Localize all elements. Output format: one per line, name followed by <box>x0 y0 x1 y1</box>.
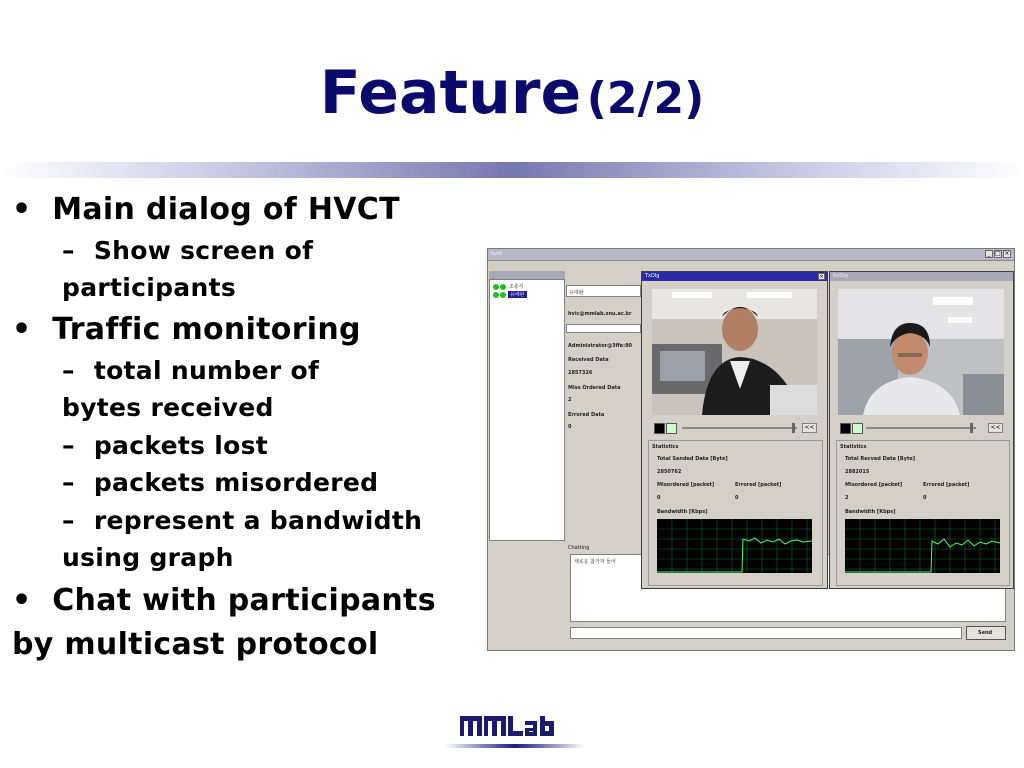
participants-list-header <box>489 271 565 279</box>
tx-dialog <box>641 271 828 589</box>
rx-statistics-label: Statistics <box>840 444 867 450</box>
errored-label: Errored Data <box>568 412 605 418</box>
errored-value: 0 <box>568 424 572 430</box>
slide-title-main: Feature <box>319 58 582 128</box>
participant-item-selected[interactable] <box>493 291 563 299</box>
sub-bullet-packets-lost: – packets lost <box>62 431 269 460</box>
status-online-icon <box>500 292 506 298</box>
admin-label: Administrator@3ffe:80 <box>568 343 633 349</box>
received-value: 2857326 <box>568 370 593 376</box>
window-titlebar <box>488 249 1014 261</box>
name-field[interactable]: 유태완 <box>566 285 641 297</box>
tx-statistics-label: Statistics <box>652 444 679 450</box>
sub-bullet-bandwidth-cont: using graph <box>62 543 234 572</box>
sub-bullet-packets-misordered: – packets misordered <box>62 468 379 497</box>
rx-errored-value: 0 <box>923 495 927 501</box>
rx-statistics-group <box>836 440 1010 586</box>
miss-ordered-value: 2 <box>568 397 572 403</box>
rx-misordered-label: Misordered [packet] <box>845 482 903 488</box>
window-title: hvct <box>491 251 502 257</box>
rx-total-label: Total Recved Data [Byte] <box>845 456 916 462</box>
chat-input[interactable] <box>570 627 962 639</box>
hvct-main-window <box>487 248 1015 651</box>
rx-volume-slider[interactable] <box>866 427 976 429</box>
address-field[interactable] <box>566 324 641 333</box>
rx-rewind-button[interactable]: << <box>988 423 1003 433</box>
rx-misordered-value: 2 <box>845 495 849 501</box>
slide-title <box>0 58 1024 128</box>
participants-list[interactable] <box>489 279 565 541</box>
tx-bandwidth-label: Bandwidth [Kbps] <box>657 509 708 515</box>
bullet-chat-cont: by multicast protocol <box>12 627 379 662</box>
rx-stop-button[interactable] <box>840 423 851 434</box>
tx-volume-slider[interactable] <box>682 427 797 429</box>
rx-bandwidth-graph <box>845 519 1000 573</box>
status-online-icon <box>493 292 499 298</box>
tx-errored-value: 0 <box>735 495 739 501</box>
tx-video-frame <box>652 289 817 415</box>
rx-slider-thumb[interactable] <box>970 423 973 433</box>
dash-icon: – <box>62 431 75 460</box>
sub-bullet-bandwidth: – represent a bandwidth <box>62 506 423 535</box>
dash-icon: – <box>62 356 75 385</box>
mmlab-logo <box>440 708 590 758</box>
participant-name: 조충식 <box>509 284 524 290</box>
rx-dialog <box>829 271 1014 589</box>
close-button[interactable]: × <box>1004 250 1010 257</box>
tx-stop-button[interactable] <box>654 423 665 434</box>
dash-icon: – <box>62 506 75 535</box>
sub-bullet-show-screen: – Show screen of <box>62 236 314 265</box>
sub-bullet-total-bytes: – total number of <box>62 356 320 385</box>
logo-underline <box>445 744 585 748</box>
rx-bandwidth-plot <box>845 519 1000 573</box>
tx-misordered-value: 0 <box>657 495 661 501</box>
bullet-icon: • <box>12 312 32 347</box>
tx-dialog-titlebar <box>642 272 827 281</box>
rx-speaker-icon[interactable] <box>852 423 863 434</box>
rx-video-image <box>838 289 1004 415</box>
bullet-icon: • <box>12 583 32 618</box>
rx-video-frame <box>838 289 1004 415</box>
dash-icon: – <box>62 236 75 265</box>
sub-bullet-show-screen-cont: participants <box>62 273 236 302</box>
rx-bandwidth-label: Bandwidth [Kbps] <box>845 509 896 515</box>
bullet-traffic-monitoring: • Traffic monitoring <box>12 312 361 347</box>
send-button[interactable]: Send <box>966 626 1006 640</box>
tx-rewind-button[interactable]: << <box>802 423 817 433</box>
sub-bullet-total-bytes-cont: bytes received <box>62 393 274 422</box>
tx-dialog-title: TxDlg <box>645 273 660 279</box>
rx-errored-label: Errored [packet] <box>923 482 970 488</box>
status-online-icon <box>493 284 499 290</box>
maximize-button[interactable]: □ <box>995 250 1001 257</box>
tx-total-label: Total Sended Data [Byte] <box>657 456 728 462</box>
tx-errored-label: Errored [packet] <box>735 482 782 488</box>
participant-info-panel <box>566 271 642 441</box>
email-field: hvic@mmlab.snu.ac.kr <box>568 311 632 317</box>
chat-label: Chatting <box>568 545 590 551</box>
rx-dialog-titlebar <box>830 272 1013 281</box>
bullet-icon: • <box>12 192 32 227</box>
mmlab-logo-mark <box>440 708 590 758</box>
tx-misordered-label: Misordered [packet] <box>657 482 715 488</box>
rx-total-value: 2882015 <box>845 469 870 475</box>
menu-bar <box>490 261 562 270</box>
bullet-main-dialog: • Main dialog of HVCT <box>12 192 400 227</box>
slide-title-sub: (2/2) <box>586 73 705 124</box>
tx-slider-thumb[interactable] <box>792 423 795 433</box>
tx-statistics-group <box>648 440 823 586</box>
participant-name: 유태완 <box>510 292 525 298</box>
minimize-button[interactable]: _ <box>985 250 993 258</box>
received-label: Received Data <box>568 357 609 363</box>
dash-icon: – <box>62 468 75 497</box>
chat-message: 새로운 참가자 들어 <box>574 559 616 565</box>
tx-bandwidth-plot <box>657 519 812 573</box>
tx-total-value: 2850762 <box>657 469 682 475</box>
rx-dialog-title: RxDlg <box>833 273 848 279</box>
tx-video-image <box>652 289 817 415</box>
tx-bandwidth-graph <box>657 519 812 573</box>
bullet-chat: • Chat with participants <box>12 583 436 618</box>
miss-ordered-label: Miss Ordered Data <box>568 385 621 391</box>
participant-item[interactable] <box>493 283 563 291</box>
status-online-icon <box>500 284 506 290</box>
title-divider <box>0 162 1024 178</box>
tx-speaker-icon[interactable] <box>666 423 677 434</box>
tx-close-button[interactable]: × <box>819 274 824 280</box>
